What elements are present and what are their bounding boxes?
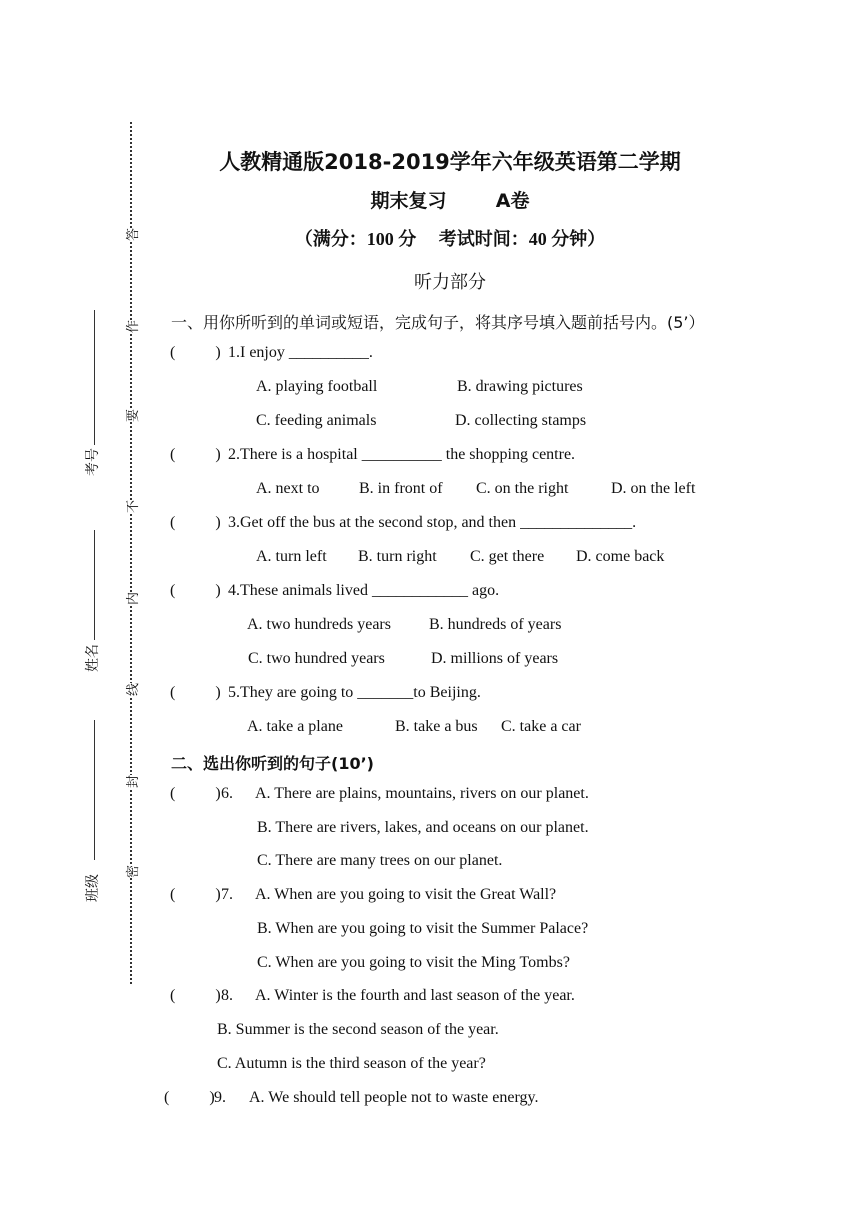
question-stem: 1.I enjoy __________.	[228, 344, 373, 361]
seal-char: 线	[122, 683, 141, 696]
answer-paren: ( )	[170, 886, 221, 903]
option: C. on the right	[476, 480, 569, 497]
option: B. There are rivers, lakes, and oceans on our planet.	[257, 819, 589, 836]
seal-char: 答	[122, 228, 141, 241]
question-number: 6.	[221, 785, 233, 802]
option: C. take a car	[501, 718, 581, 735]
question-stem: 4.These animals lived ____________ ago.	[228, 582, 500, 599]
option: A. turn left	[256, 548, 327, 565]
subtitle-review: 期末复习	[370, 190, 447, 212]
option: A. playing football	[256, 378, 378, 395]
section1-heading: 一、用你所听到的单词或短语，完成句子，将其序号填入题前括号内。(5’）	[171, 313, 705, 332]
option: B. drawing pictures	[457, 378, 583, 395]
option: D. collecting stamps	[455, 412, 587, 429]
option: D. come back	[576, 548, 665, 565]
question-stem: 3.Get off the bus at the second stop, and then ______________.	[228, 514, 637, 531]
seal-dotted-line	[130, 122, 132, 984]
exam-subtitle	[0, 186, 860, 213]
option: B. in front of	[359, 480, 443, 497]
answer-paren: ( )	[170, 344, 221, 361]
option: C. When are you going to visit the Ming Tombs?	[257, 954, 570, 971]
answer-paren: ( )	[170, 987, 221, 1004]
option: B. Summer is the second season of the year.	[217, 1021, 499, 1038]
seal-char: 内	[122, 592, 141, 605]
answer-paren: ( )	[170, 684, 221, 701]
answer-paren: ( )	[170, 582, 221, 599]
option: D. on the left	[611, 480, 696, 497]
option: A. take a plane	[247, 718, 343, 735]
section2-heading: 二、选出你听到的句子(10’)	[171, 754, 374, 773]
option: A. two hundreds years	[247, 616, 391, 633]
option: C. feeding animals	[256, 412, 377, 429]
option: C. get there	[470, 548, 545, 565]
part-heading: 听力部分	[414, 272, 486, 293]
option: B. turn right	[358, 548, 437, 565]
option: C. There are many trees on our planet.	[257, 852, 503, 869]
subtitle-paper: A卷	[495, 190, 530, 212]
class-blank	[94, 720, 95, 860]
option: C. Autumn is the third season of the year?	[217, 1055, 486, 1072]
name-blank	[94, 530, 95, 640]
exam-title: 人教精通版2018-2019学年六年级英语第二学期	[219, 150, 681, 174]
option: A. Winter is the fourth and last season of the year.	[255, 987, 575, 1004]
class-label: 班级	[85, 874, 101, 902]
score-info: （满分：100 分 考试时间：40 分钟）	[294, 229, 606, 249]
answer-paren: ( )	[170, 514, 221, 531]
question-number: 9.	[214, 1089, 226, 1106]
option: A. next to	[256, 480, 320, 497]
question-stem: 2.There is a hospital __________ the shopping centre.	[228, 446, 576, 463]
seal-char: 要	[122, 409, 141, 422]
answer-paren: ( )	[164, 1089, 215, 1106]
option: D. millions of years	[431, 650, 559, 667]
option: C. two hundred years	[248, 650, 385, 667]
option: A. When are you going to visit the Great Wall?	[255, 886, 557, 903]
question-number: 7.	[221, 886, 233, 903]
option: B. hundreds of years	[429, 616, 562, 633]
seal-char: 封	[122, 775, 141, 788]
seal-char: 密	[122, 865, 141, 878]
seal-char: 作	[122, 320, 141, 333]
option: B. When are you going to visit the Summer Palace?	[257, 920, 589, 937]
question-stem: 5.They are going to _______to Beijing.	[228, 684, 481, 701]
seal-char: 不	[122, 500, 141, 513]
option: B. take a bus	[395, 718, 478, 735]
exam-number-blank	[94, 310, 95, 445]
name-label: 姓名	[85, 644, 101, 672]
question-number: 8.	[221, 987, 233, 1004]
option: A. We should tell people not to waste energy.	[249, 1089, 539, 1106]
answer-paren: ( )	[170, 785, 221, 802]
answer-paren: ( )	[170, 446, 221, 463]
option: A. There are plains, mountains, rivers on our planet.	[255, 785, 589, 802]
exam-number-label: 考号	[85, 448, 101, 476]
